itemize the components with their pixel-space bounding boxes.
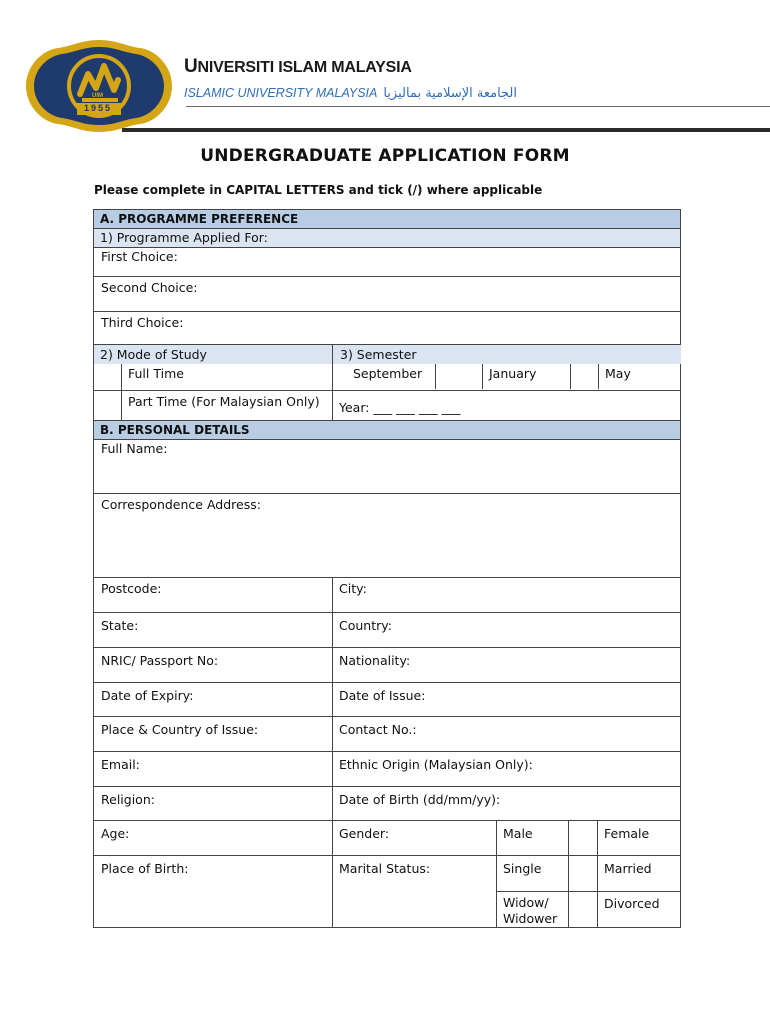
married-label: Married <box>604 861 652 876</box>
nationality-label[interactable]: Nationality: <box>339 653 411 668</box>
third-choice-field[interactable] <box>94 312 680 345</box>
section-a-heading: A. PROGRAMME PREFERENCE <box>94 210 680 229</box>
single-label: Single <box>503 861 542 876</box>
part-time-label: Part Time (For Malaysian Only) <box>128 394 320 409</box>
first-choice-label: First Choice: <box>101 249 178 264</box>
female-label: Female <box>604 826 650 841</box>
programme-applied-label: 1) Programme Applied For: <box>94 229 680 248</box>
header-divider-thick <box>122 128 770 132</box>
second-choice-label: Second Choice: <box>101 280 198 295</box>
semester-label: 3) Semester <box>340 347 417 362</box>
issue-date-label[interactable]: Date of Issue: <box>339 688 426 703</box>
place-issue-label[interactable]: Place & Country of Issue: <box>101 722 259 737</box>
religion-label[interactable]: Religion: <box>101 792 155 807</box>
address-label: Correspondence Address: <box>101 497 261 512</box>
university-name-rest: NIVERSITI ISLAM MALAYSIA <box>197 59 412 76</box>
full-time-label: Full Time <box>128 366 184 381</box>
mode-of-study-label: 2) Mode of Study <box>100 347 207 362</box>
instructions: Please complete in CAPITAL LETTERS and tick (/) where applicable <box>94 183 543 197</box>
header-divider-thin <box>186 106 770 107</box>
widow-checkbox[interactable] <box>569 892 597 927</box>
full-name-field[interactable] <box>94 440 680 494</box>
university-subtitle <box>184 86 517 101</box>
logo-initials: UIM <box>92 93 103 99</box>
first-choice-field[interactable] <box>94 248 680 277</box>
expiry-label[interactable]: Date of Expiry: <box>101 688 194 703</box>
age-label[interactable]: Age: <box>101 826 130 841</box>
row-postcode-city <box>94 578 680 613</box>
row-place-contact <box>94 717 680 752</box>
ethnic-label[interactable]: Ethnic Origin (Malaysian Only): <box>339 757 533 772</box>
september-checkbox[interactable] <box>436 365 482 390</box>
gender-label: Gender: <box>339 826 390 841</box>
university-name-initial: U <box>184 56 198 77</box>
row-state-country <box>94 613 680 648</box>
english-name: ISLAMIC UNIVERSITY MALAYSIA <box>184 86 378 100</box>
section-b-heading: B. PERSONAL DETAILS <box>94 421 680 440</box>
september-label: September <box>353 366 423 381</box>
row-age-gender <box>94 821 680 856</box>
may-label: May <box>605 366 631 381</box>
address-field[interactable] <box>94 494 680 578</box>
university-logo <box>22 36 176 136</box>
male-label: Male <box>503 826 533 841</box>
contact-label[interactable]: Contact No.: <box>339 722 417 737</box>
postcode-label[interactable]: Postcode: <box>101 581 162 596</box>
full-time-checkbox[interactable] <box>95 365 121 390</box>
row-birthplace-marital <box>94 856 680 927</box>
row-expiry-issue <box>94 683 680 717</box>
third-choice-label: Third Choice: <box>101 315 184 330</box>
place-birth-label[interactable]: Place of Birth: <box>101 861 189 876</box>
state-label[interactable]: State: <box>101 618 139 633</box>
marital-label: Marital Status: <box>339 861 431 876</box>
row-nric-nationality <box>94 648 680 683</box>
mode-semester-block <box>94 345 680 421</box>
widow-label-line1: Widow/ <box>503 895 549 910</box>
male-checkbox[interactable] <box>569 821 597 855</box>
year-field[interactable]: Year: ___ ___ ___ ___ <box>339 400 461 415</box>
january-checkbox[interactable] <box>571 365 598 390</box>
january-label: January <box>489 366 537 381</box>
dob-label[interactable]: Date of Birth (dd/mm/yy): <box>339 792 501 807</box>
application-form <box>93 209 681 928</box>
row-religion-dob <box>94 787 680 821</box>
widow-label-line2: Widower <box>503 911 558 926</box>
country-label[interactable]: Country: <box>339 618 392 633</box>
row-email-ethnic <box>94 752 680 787</box>
university-name <box>184 56 412 78</box>
divorced-label: Divorced <box>604 896 660 911</box>
arabic-name: الجامعة الإسلامية بماليزيا <box>383 86 517 101</box>
email-label[interactable]: Email: <box>101 757 140 772</box>
second-choice-field[interactable] <box>94 277 680 312</box>
part-time-checkbox[interactable] <box>95 391 121 420</box>
single-checkbox[interactable] <box>569 856 597 891</box>
city-label[interactable]: City: <box>339 581 367 596</box>
full-name-label: Full Name: <box>101 441 168 456</box>
logo-year: 1955 <box>84 103 113 113</box>
form-title: UNDERGRADUATE APPLICATION FORM <box>200 146 570 166</box>
nric-label[interactable]: NRIC/ Passport No: <box>101 653 219 668</box>
